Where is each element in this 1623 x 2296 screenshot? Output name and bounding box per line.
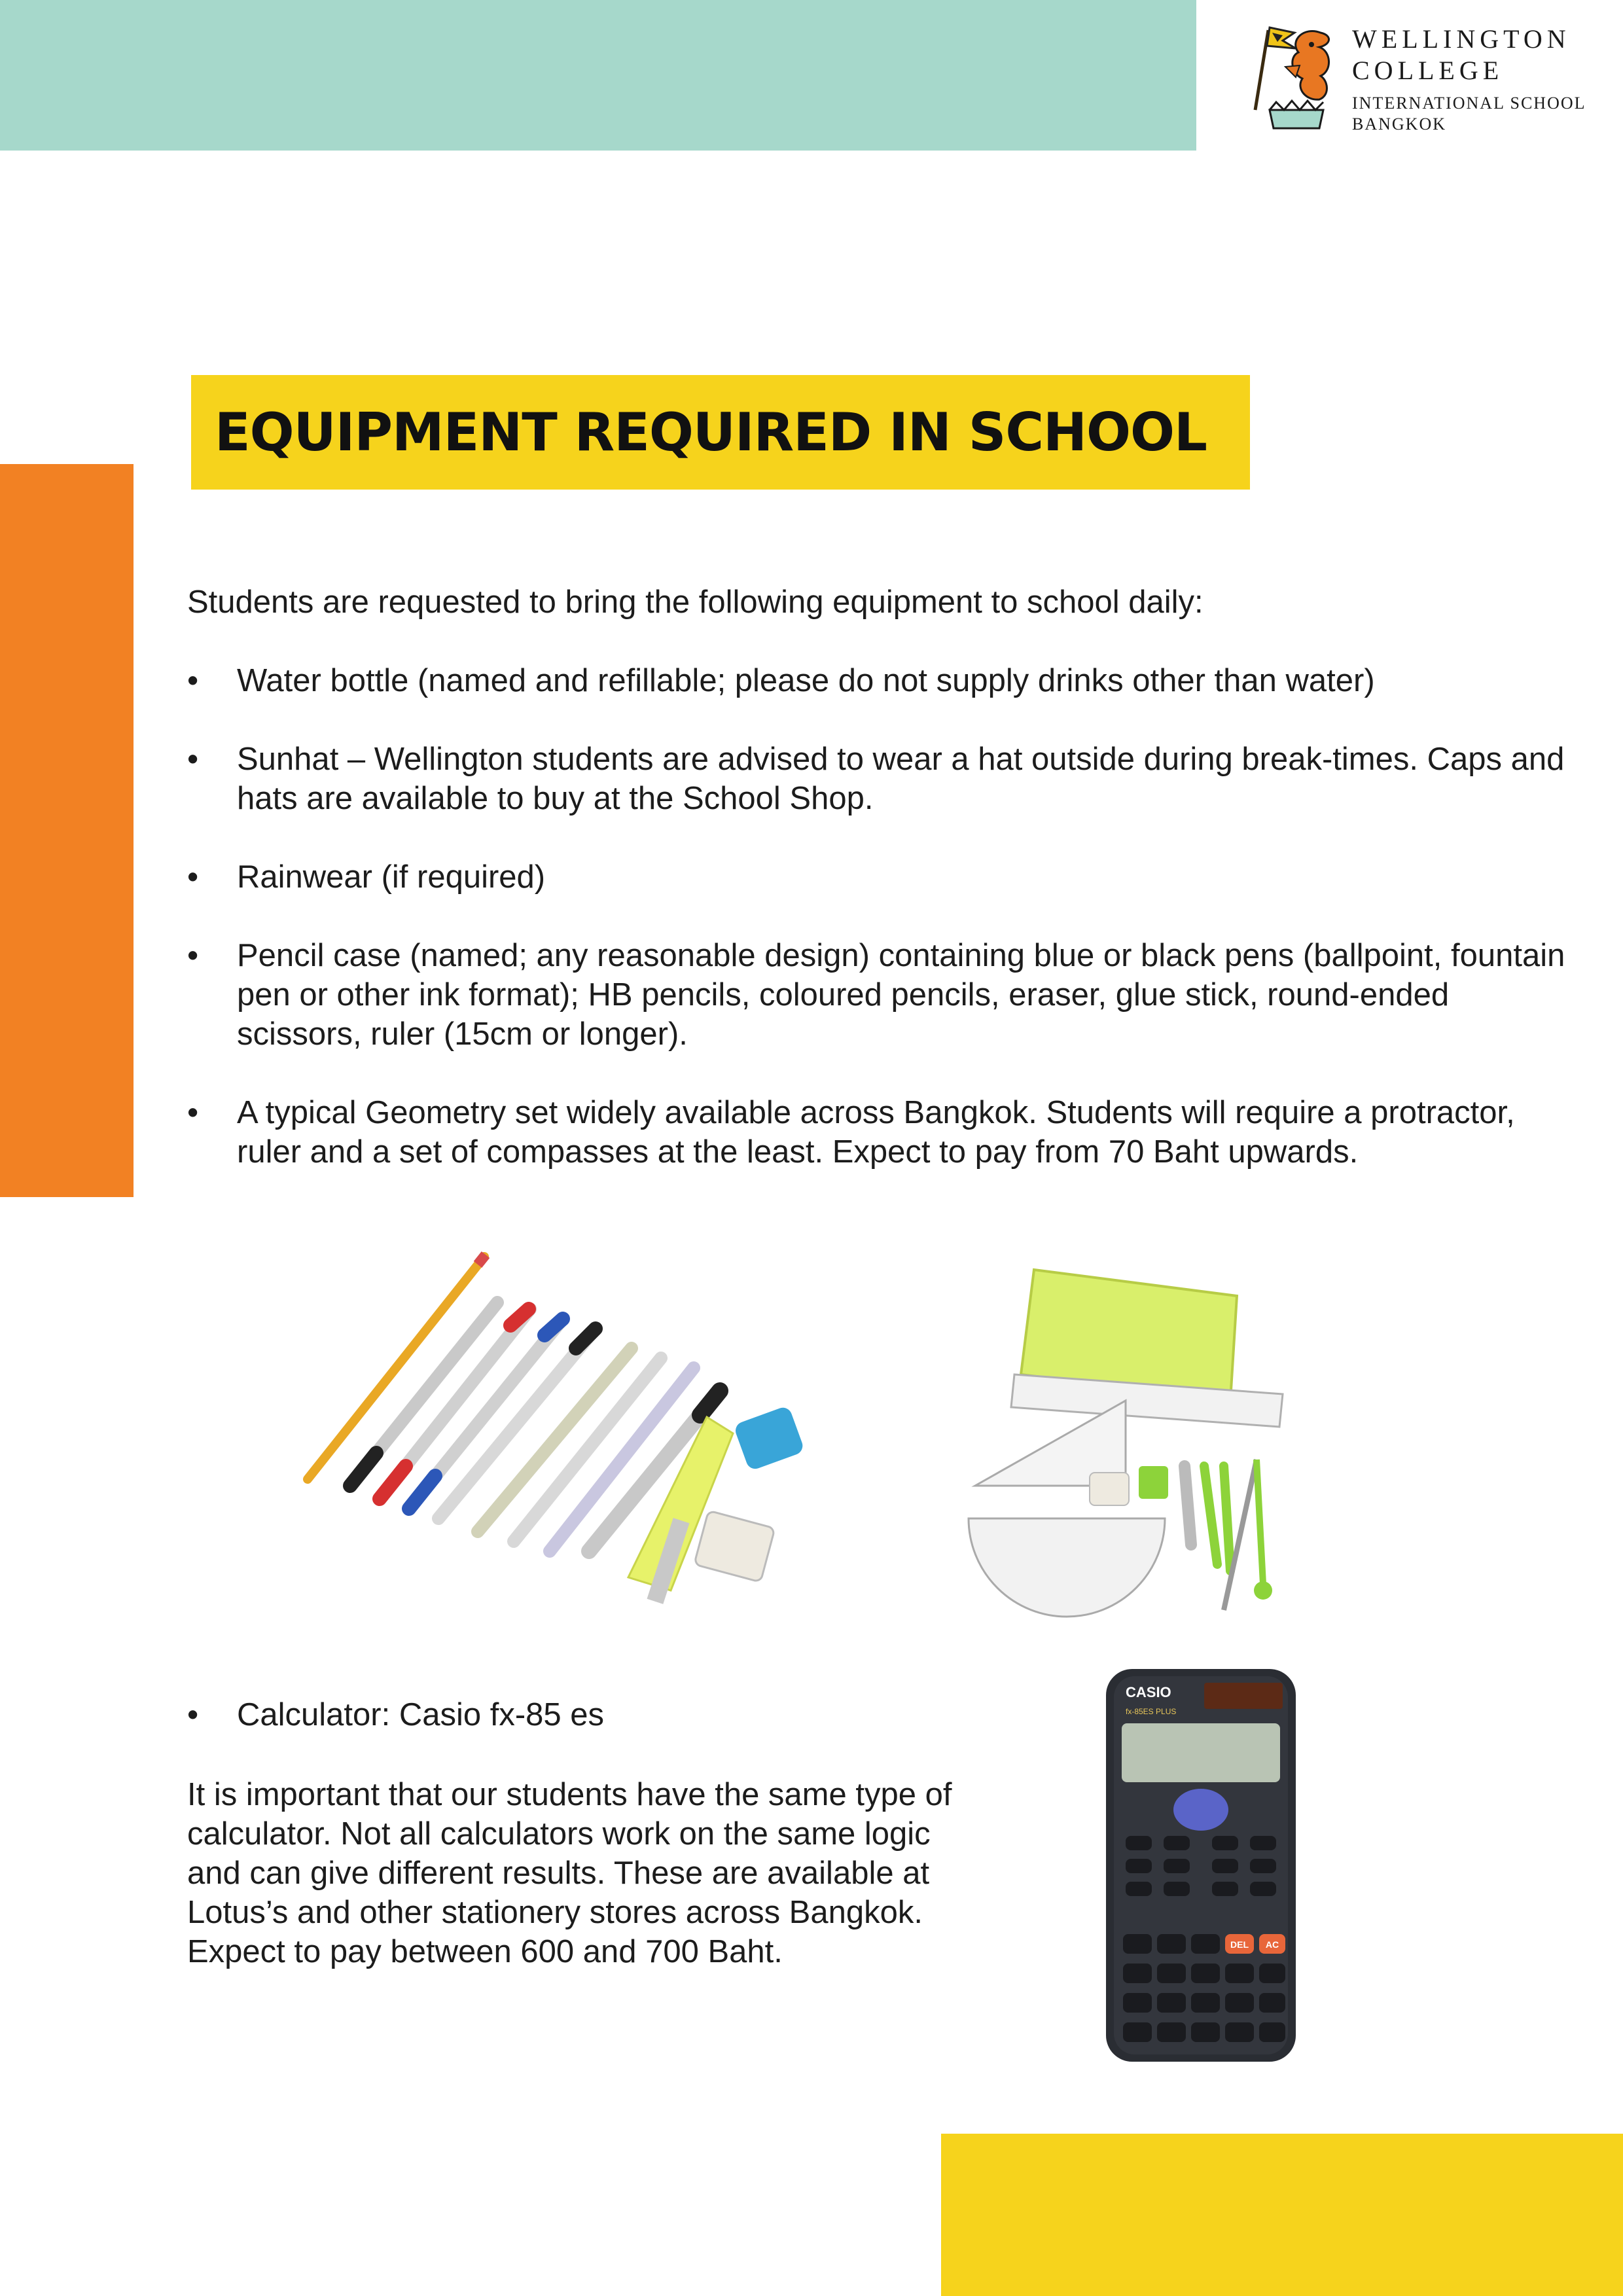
calculator-paragraph: It is important that our students have the same type of calculator. Not all calculators work on the same logic and can give different results. These are available at Lotus’s and other stationery stores across Bangkok. Expect to pay between 600 and 700 Baht. bbox=[187, 1777, 952, 1969]
logo-line-1: WELLINGTON bbox=[1352, 24, 1571, 54]
logo-wordmark bbox=[1352, 24, 1586, 135]
pens-stationery-image bbox=[288, 1244, 825, 1623]
logo-line-4: BANGKOK bbox=[1352, 115, 1446, 134]
calculator-image bbox=[1099, 1666, 1302, 2065]
eraser-icon bbox=[1090, 1473, 1129, 1505]
list-item-calculator: • Calculator: Casio fx-85 es bbox=[187, 1695, 907, 1734]
calculator-brand: CASIO bbox=[1126, 1684, 1171, 1700]
page-title: EQUIPMENT REQUIRED IN SCHOOL bbox=[215, 402, 1207, 463]
del-key: DEL bbox=[1230, 1939, 1249, 1950]
left-orange-band bbox=[0, 464, 134, 1197]
ac-key: AC bbox=[1265, 1939, 1279, 1950]
protractor-icon bbox=[969, 1518, 1165, 1617]
sharpener-icon bbox=[733, 1405, 805, 1471]
lion-crest-icon bbox=[1243, 18, 1342, 136]
top-teal-band bbox=[0, 0, 1196, 151]
calculator-list bbox=[187, 1695, 907, 1734]
eraser-icon bbox=[694, 1511, 775, 1582]
list-item-rainwear: • Rainwear (if required) bbox=[187, 857, 1568, 897]
sharpener-icon bbox=[1139, 1466, 1168, 1499]
school-logo bbox=[1243, 18, 1597, 136]
list-item-geometry-set: • A typical Geometry set widely available across Bangkok. Students will require a protractor, ruler and a set of compasses at the least. Expect to pay from 70 Baht upwards. bbox=[187, 1093, 1568, 1172]
logo-line-3: INTERNATIONAL SCHOOL bbox=[1352, 94, 1586, 113]
calculator-display bbox=[1122, 1723, 1280, 1782]
list-item-water-bottle: • Water bottle (named and refillable; please do not supply drinks other than water) bbox=[187, 661, 1568, 700]
equipment-list bbox=[187, 661, 1568, 1211]
bottom-yellow-band bbox=[941, 2134, 1623, 2296]
title-banner bbox=[191, 375, 1250, 490]
geometry-set-image bbox=[955, 1257, 1335, 1623]
intro-text: Students are requested to bring the following equipment to school daily: bbox=[187, 584, 1204, 620]
calculator-model: fx-85ES PLUS bbox=[1126, 1707, 1177, 1716]
list-item-pencil-case: • Pencil case (named; any reasonable design) containing blue or black pens (ballpoint, fountain pen or other ink format); HB pencils, coloured pencils, eraser, glue stick, round-ended scissors, ruler (15cm or longer). bbox=[187, 936, 1568, 1054]
list-item-sunhat: • Sunhat – Wellington students are advised to wear a hat outside during break-times. Caps and hats are available to buy at the School Shop. bbox=[187, 740, 1568, 818]
logo-line-2: COLLEGE bbox=[1352, 56, 1504, 85]
